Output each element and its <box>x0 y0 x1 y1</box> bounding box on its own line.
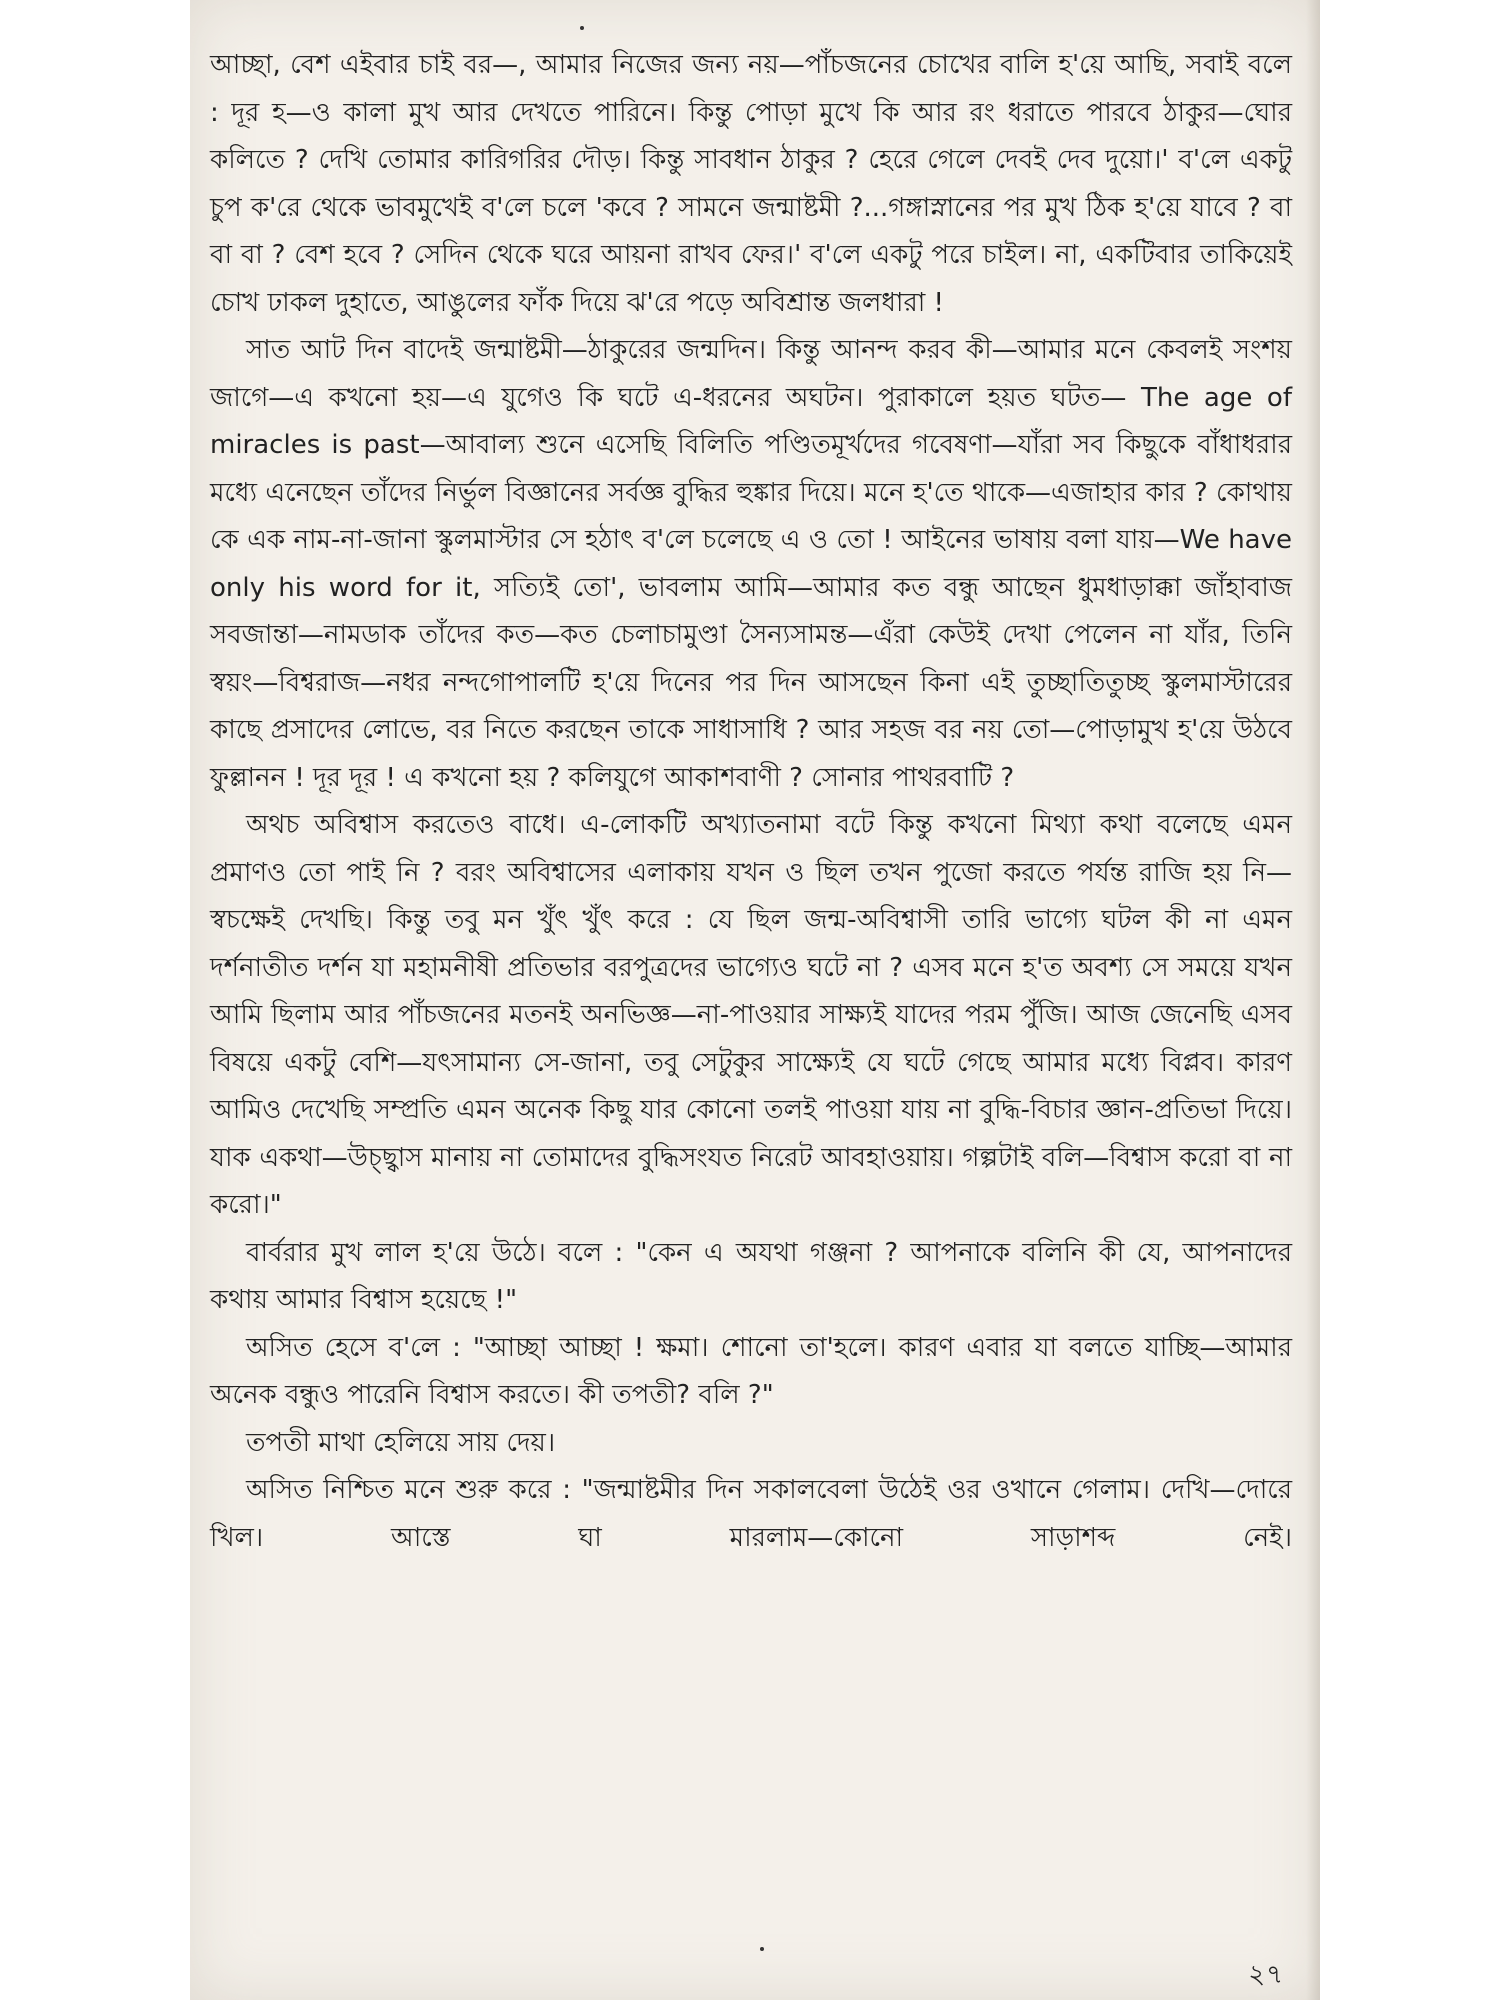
print-speck <box>580 26 584 30</box>
body-text <box>210 42 1292 1562</box>
paragraph-7: অসিত নিশ্চিত মনে শুরু করে : "জন্মাষ্টমীর দিন সকালবেলা উঠেই ওর ওখানে গেলাম। দেখি—দোরে খিল। আস্তে ঘা মারলাম—কোনো সাড়াশব্দ নেই। <box>210 1475 1292 1553</box>
paragraph-4: বার্বরার মুখ লাল হ'য়ে উঠে। বলে : "কেন এ অযথা গঞ্জনা ? আপনাকে বলিনি কী যে, আপনাদের কথায় আমার বিশ্বাস হয়েছে !" <box>210 1237 1292 1315</box>
paragraph-6: তপতী মাথা হেলিয়ে সায় দেয়। <box>246 1427 556 1458</box>
paragraph-1: আচ্ছা, বেশ এইবার চাই বর—, আমার নিজের জন্য নয়—পাঁচজনের চোখের বালি হ'য়ে আছি, সবাই বলে : দূর হ—ও কালা মুখ আর দেখতে পারিনে। কিন্তু পোড়া মুখে কি আর রং ধরাতে পারবে ঠাকুর—ঘোর কলিতে ? দেখি তোমার কারিগরির দৌড়। কিন্তু সাবধান ঠাকুর ? হেরে গেলে দেবই দেব দুয়ো।' ব'লে একটু চুপ ক'রে থেকে ভাবমুখেই ব'লে চলে 'কবে ? সামনে জন্মাষ্টমী ?...গঙ্গাস্নানের পর মুখ ঠিক হ'য়ে যাবে ? বা বা বা ? বেশ হবে ? সেদিন থেকে ঘরে আয়না রাখব ফের।' ব'লে একটু পরে চাইল। না, একটিবার তাকিয়েই চোখ ঢাকল দুহাতে, আঙুলের ফাঁক দিয়ে ঝ'রে পড়ে অবিশ্রান্ত জলধারা ! <box>210 50 1292 318</box>
page-edge-shadow <box>1306 0 1320 2000</box>
print-speck <box>760 1947 764 1951</box>
paragraph-2: সাত আট দিন বাদেই জন্মাষ্টমী—ঠাকুরের জন্মদিন। কিন্তু আনন্দ করব কী—আমার মনে কেবলই সংশয় জাগে—এ কখনো হয়—এ যুগেও কি ঘটে এ-ধরনের অঘটন। পুরাকালে হয়ত ঘটত— The age of miracles is past—আবাল্য শুনে এসেছি বিলিতি পণ্ডিতমূর্খদের গবেষণা—যাঁরা সব কিছুকে বাঁধাধরার মধ্যে এনেছেন তাঁদের নির্ভুল বিজ্ঞানের সর্বজ্ঞ বুদ্ধির হুঙ্কার দিয়ে। মনে হ'তে থাকে—এজাহার কার ? কোথায় কে এক নাম-না-জানা স্কুলমাস্টার সে হঠাৎ ব'লে চলেছে এ ও তো ! আইনের ভাষায় বলা যায়—We have only his word for it, সত্যিই তো', ভাবলাম আমি—আমার কত বন্ধু আছেন ধুমধাড়াক্কা জাঁহাবাজ সবজান্তা—নামডাক তাঁদের কত—কত চেলাচামুণ্ডা সৈন্যসামন্ত—এঁরা কেউই দেখা পেলেন না যাঁর, তিনি স্বয়ং—বিশ্বরাজ—নধর নন্দগোপালটি হ'য়ে দিনের পর দিন আসছেন কিনা এই তুচ্ছাতিতুচ্ছ স্কুলমাস্টারের কাছে প্রসাদের লোভে, বর নিতে করছেন তাকে সাধাসাধি ? আর সহজ বর নয় তো—পোড়ামুখ হ'য়ে উঠবে ফুল্লানন ! দূর দূর ! এ কখনো হয় ? কলিযুগে আকাশবাণী ? সোনার পাথরবাটি ? <box>210 335 1292 793</box>
book-page <box>190 0 1320 2000</box>
page-number: ২৭ <box>1248 1960 1284 1990</box>
paragraph-5: অসিত হেসে ব'লে : "আচ্ছা আচ্ছা ! ক্ষমা। শোনো তা'হলে। কারণ এবার যা বলতে যাচ্ছি—আমার অনেক বন্ধুও পারেনি বিশ্বাস করতে। কী তপতী? বলি ?" <box>210 1332 1292 1410</box>
paragraph-3: অথচ অবিশ্বাস করতেও বাধে। এ-লোকটি অখ্যাতনামা বটে কিন্তু কখনো মিথ্যা কথা বলেছে এমন প্রমাণও তো পাই নি ? বরং অবিশ্বাসের এলাকায় যখন ও ছিল তখন পুজো করতে পর্যন্ত রাজি হয় নি—স্বচক্ষেই দেখছি। কিন্তু তবু মন খুঁৎ খুঁৎ করে : যে ছিল জন্ম-অবিশ্বাসী তারি ভাগ্যে ঘটল কী না এমন দর্শনাতীত দর্শন যা মহামনীষী প্রতিভার বরপুত্রদের ভাগ্যেও ঘটে না ? এসব মনে হ'ত অবশ্য সে সময়ে যখন আমি ছিলাম আর পাঁচজনের মতনই অনভিজ্ঞ—না-পাওয়ার সাক্ষ্যই যাদের পরম পুঁজি। আজ জেনেছি এসব বিষয়ে একটু বেশি—যৎসামান্য সে-জানা, তবু সেটুকুর সাক্ষ্যেই যে ঘটে গেছে আমার মধ্যে বিপ্লব। কারণ আমিও দেখেছি সম্প্রতি এমন অনেক কিছু যার কোনো তলই পাওয়া যায় না বুদ্ধি-বিচার জ্ঞান-প্রতিভা দিয়ে। যাক একথা—উচ্ছ্বাস মানায় না তোমাদের বুদ্ধিসংযত নিরেট আবহাওয়ায়। গল্পটাই বলি—বিশ্বাস করো বা না করো।" <box>210 810 1292 1220</box>
